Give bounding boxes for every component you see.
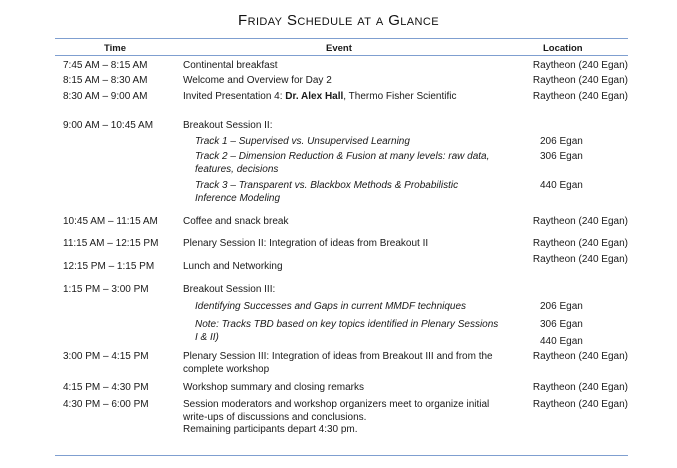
row-location: Raytheon (240 Egan) bbox=[532, 91, 628, 102]
track-location: 440 Egan bbox=[540, 180, 583, 191]
row-time: 8:30 AM – 9:00 AM bbox=[63, 91, 148, 102]
track-location: 206 Egan bbox=[540, 301, 583, 312]
event-text: Session moderators and workshop organizers meet to organize initial write-ups of discussions and conclusions. bbox=[183, 399, 490, 423]
event-text: Invited Presentation 4: bbox=[183, 91, 286, 102]
header-event: Event bbox=[326, 43, 352, 54]
row-time: 10:45 AM – 11:15 AM bbox=[63, 216, 158, 227]
header-rule bbox=[55, 55, 628, 56]
row-event: Lunch and Networking bbox=[183, 261, 283, 272]
page-title: Friday Schedule at a Glance bbox=[238, 12, 439, 29]
row-location: Raytheon (240 Egan) bbox=[532, 382, 628, 393]
row-time: 4:30 PM – 6:00 PM bbox=[63, 399, 149, 410]
row-event: Coffee and snack break bbox=[183, 216, 289, 227]
row-event: Plenary Session II: Integration of ideas from Breakout II bbox=[183, 238, 429, 249]
row-time: 11:15 AM – 12:15 PM bbox=[63, 238, 159, 249]
header-location: Location bbox=[543, 43, 583, 54]
row-location: Raytheon (240 Egan) bbox=[532, 216, 628, 227]
speaker-name: Dr. Alex Hall bbox=[285, 91, 344, 102]
row-time: 9:00 AM – 10:45 AM bbox=[63, 120, 154, 131]
bottom-rule bbox=[55, 455, 628, 456]
row-event bbox=[183, 91, 503, 104]
row-event: Welcome and Overview for Day 2 bbox=[183, 75, 332, 86]
row-time: 1:15 PM – 3:00 PM bbox=[63, 284, 149, 295]
row-event: Plenary Session III: Integration of ideas from Breakout III and from the complete workshop bbox=[183, 351, 493, 375]
top-rule bbox=[55, 38, 628, 39]
row-event bbox=[183, 399, 503, 437]
header-time: Time bbox=[104, 43, 127, 54]
track-location: 306 Egan bbox=[540, 319, 583, 330]
row-event: Breakout Session II: bbox=[183, 120, 273, 131]
track-item: Track 1 – Supervised vs. Unsupervised Learning bbox=[195, 136, 410, 147]
row-location: Raytheon (240 Egan) bbox=[532, 60, 628, 71]
row-time: 12:15 PM – 1:15 PM bbox=[63, 261, 155, 272]
row-event: Breakout Session III: bbox=[183, 284, 276, 295]
row-time: 8:15 AM – 8:30 AM bbox=[63, 75, 148, 86]
row-time: 7:45 AM – 8:15 AM bbox=[63, 60, 148, 71]
row-location: Raytheon (240 Egan) bbox=[532, 351, 628, 362]
row-location: Raytheon (240 Egan) bbox=[532, 75, 628, 86]
track-item: Track 2 – Dimension Reduction & Fusion at many levels: raw data, features, decisions bbox=[195, 151, 490, 175]
row-location: Raytheon (240 Egan) bbox=[532, 254, 628, 265]
row-event: Continental breakfast bbox=[183, 60, 278, 71]
row-location: Raytheon (240 Egan) bbox=[532, 399, 628, 410]
row-time: 4:15 PM – 4:30 PM bbox=[63, 382, 149, 393]
row-location: Raytheon (240 Egan) bbox=[532, 238, 628, 249]
track-location: 306 Egan bbox=[540, 151, 583, 162]
row-time: 3:00 PM – 4:15 PM bbox=[63, 351, 149, 362]
track-item: Identifying Successes and Gaps in current MMDF techniques bbox=[195, 301, 467, 312]
row-event: Workshop summary and closing remarks bbox=[183, 382, 364, 393]
event-note: Remaining participants depart 4:30 pm. bbox=[183, 424, 358, 435]
event-text: , Thermo Fisher Scientific bbox=[343, 91, 457, 102]
track-item: Note: Tracks TBD based on key topics identified in Plenary Sessions I & II) bbox=[195, 319, 499, 343]
track-item: Track 3 – Transparent vs. Blackbox Methods & Probabilistic Inference Modeling bbox=[195, 180, 459, 204]
track-location: 440 Egan bbox=[540, 336, 583, 347]
track-location: 206 Egan bbox=[540, 136, 583, 147]
